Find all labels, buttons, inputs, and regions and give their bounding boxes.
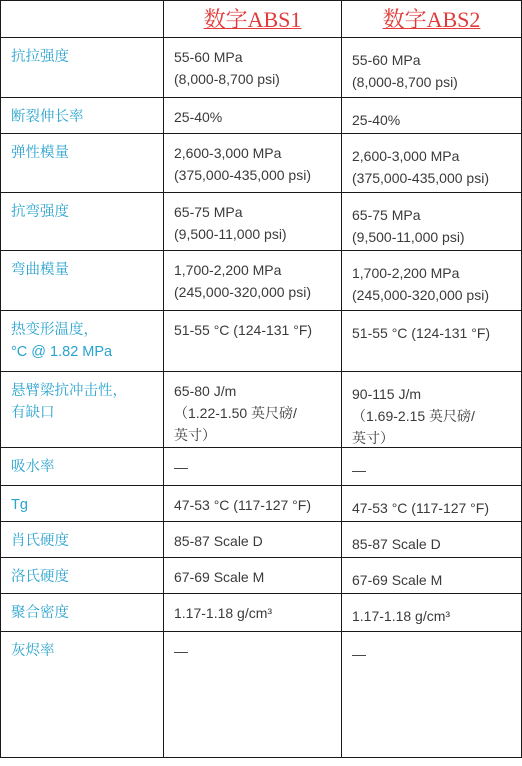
property-label-line: 肖氏硬度 [11,533,69,549]
abs1-value [164,98,342,134]
property-label-line: 吸水率 [11,459,55,475]
property-label [0,134,164,193]
property-label [0,522,164,558]
header-abs2-text: 数字ABS2 [382,7,481,32]
property-label-line: Tg [11,497,28,513]
abs2-value [342,486,522,522]
abs2-value [342,38,522,98]
abs2-value-line: 2,600-3,000 MPa [352,148,460,164]
abs2-value [342,98,522,134]
property-label [0,98,164,134]
abs1-value [164,193,342,251]
property-label [0,448,164,486]
abs2-value-line: 47-53 °C (117-127 °F) [352,500,489,516]
abs2-value [342,193,522,251]
property-label [0,251,164,311]
abs2-value-line: 85-87 Scale D [352,536,441,552]
abs1-value-line: (245,000-320,000 psi) [174,284,311,300]
header-abs2 [342,0,522,38]
abs2-value-line: 1.17-1.18 g/cm³ [352,608,451,624]
abs2-value-line: 90-115 J/m [352,386,421,402]
property-label [0,372,164,448]
abs1-value [164,372,342,448]
abs2-value [342,594,522,632]
property-label [0,594,164,632]
abs1-value [164,558,342,594]
header-abs1-text: 数字ABS1 [203,7,302,32]
abs1-value [164,251,342,311]
abs1-value-line: 67-69 Scale M [174,569,265,585]
abs1-value-line: (9,500-11,000 psi) [174,226,287,242]
property-label [0,193,164,251]
abs1-value [164,594,342,632]
abs2-value [342,558,522,594]
abs1-value-line: 1.17-1.18 g/cm³ [174,605,273,621]
property-label-line: 有缺口 [11,405,55,421]
header-empty-cell [0,0,164,38]
abs1-value [164,134,342,193]
property-label-line: 悬臂梁抗冲击性， [11,383,127,399]
abs2-value-line: 55-60 MPa [352,52,421,68]
property-label-line: 断裂伸长率 [11,109,84,125]
property-label [0,632,164,758]
abs1-value-line: — [174,459,188,475]
property-label-line: 聚合密度 [11,605,69,621]
abs1-value-line: 65-80 J/m [174,383,237,399]
property-label [0,38,164,98]
abs1-value [164,486,342,522]
abs2-value [342,448,522,486]
abs2-value [342,372,522,448]
abs1-value [164,522,342,558]
abs1-value [164,311,342,372]
abs1-value-line: 2,600-3,000 MPa [174,145,282,161]
abs2-value-line: 65-75 MPa [352,207,421,223]
abs1-value-line: 65-75 MPa [174,204,243,220]
abs2-value-line: 1,700-2,200 MPa [352,265,460,281]
property-label-line: 热变形温度， [11,322,98,338]
abs1-value-line: (8,000-8,700 psi) [174,71,280,87]
abs1-value-line: 25-40% [174,109,223,125]
abs2-value-line: 51-55 °C (124-131 °F) [352,325,491,341]
abs2-value-line: (9,500-11,000 psi) [352,229,465,245]
abs1-value-line: （1.22-1.50 英尺磅/ [174,405,297,421]
abs1-value-line: 51-55 °C (124-131 °F) [174,322,313,338]
abs2-value-line: — [352,646,366,662]
property-label-line: 抗弯强度 [11,204,69,220]
abs2-value-line: (8,000-8,700 psi) [352,74,458,90]
abs1-value-line: — [174,643,188,659]
abs2-value [342,311,522,372]
abs2-value [342,134,522,193]
abs1-value [164,38,342,98]
property-label-line: °C @ 1.82 MPa [11,344,113,360]
abs1-value-line: 1,700-2,200 MPa [174,262,282,278]
abs2-value [342,251,522,311]
abs1-value-line: 55-60 MPa [174,49,243,65]
abs2-value-line: （1.69-2.15 英尺磅/ [352,408,475,424]
abs1-value-line: 47-53 °C (117-127 °F) [174,497,311,513]
abs2-value-line: — [352,462,366,478]
abs2-value-line: 67-69 Scale M [352,572,443,588]
property-label-line: 弹性模量 [11,145,69,161]
property-label-line: 弯曲模量 [11,262,69,278]
property-label [0,311,164,372]
abs2-value-line: 英寸） [352,430,394,446]
property-label-line: 洛氏硬度 [11,569,69,585]
abs2-value-line: 25-40% [352,112,401,128]
abs2-value-line: (245,000-320,000 psi) [352,287,489,303]
abs1-value [164,632,342,758]
property-label [0,558,164,594]
abs1-value-line: 85-87 Scale D [174,533,263,549]
abs2-value-line: (375,000-435,000 psi) [352,170,489,186]
property-label-line: 灰烬率 [11,643,55,659]
abs2-value [342,522,522,558]
property-label [0,486,164,522]
abs2-value [342,632,522,758]
property-label-line: 抗拉强度 [11,49,69,65]
abs1-value-line: (375,000-435,000 psi) [174,167,311,183]
abs1-value-line: 英寸） [174,427,216,443]
abs1-value [164,448,342,486]
header-abs1 [164,0,342,38]
